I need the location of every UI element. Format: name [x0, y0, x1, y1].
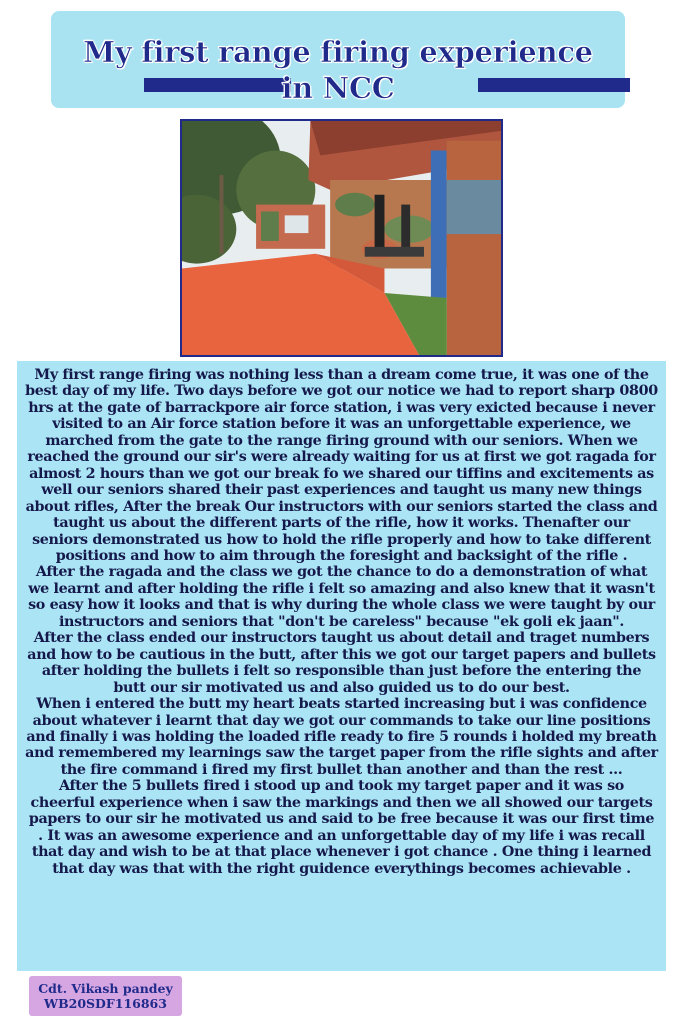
article-paragraph: After the 5 bullets fired i stood up and took my target paper and it was so cheerful experience when i saw the markings and then we all showed our targets papers to our sir he motivated us and said to be free because it was our first time . It was an awesome experience and an unforgettable day of my life i was recall that day and wish to be at that place whenever i got chance . One thing i learned that day was that with the right guidence everythings becomes achievable .: [28, 778, 655, 877]
range-firing-photo: [180, 119, 503, 357]
article-paragraph: My first range firing was nothing less than a dream come true, it was one of the best day of my life. Two days before we got our notice we had to report sharp 0800 hrs at the gate of barrackpore air force station, i was very exicted because i never visited to an Air force station before it was an unforgettable experience, we marched from the gate to the range firing ground with our seniors. When we reached the ground our sir's were already waiting for us at first we got ragada for almost 2 hours than we got our break fo we shared our tiffins and excitements as well our seniors shared their past experiences and taught us many new things about rifles, After the break Our instructors with our seniors started the class and taught us about the different parts of the rifle, how it works. Thenafter our seniors demonstrated us how to hold the rifle properly and how to take different positions and how to aim through the foresight and backsight of the rifle .: [25, 367, 658, 564]
article-box: [17, 361, 666, 971]
article-paragraph: When i entered the butt my heart beats started increasing but i was confidence about whatever i learnt that day we got our commands to take our line positions and finally i was holding the loaded rifle ready to fire 5 rounds i holded my breath and remembered my learnings saw the target paper from the rifle sights and after the fire command i fired my first bullet than another and than the rest ...: [25, 696, 658, 778]
title-banner: [51, 11, 625, 108]
page-title-line2: in NCC: [281, 71, 395, 105]
page-title-line1: My first range firing experience: [83, 35, 593, 69]
author-name: Cdt. Vikash pandey: [38, 981, 173, 996]
author-id: WB20SDF116863: [44, 996, 167, 1011]
article-text: [25, 367, 658, 877]
article-paragraph: After the ragada and the class we got the chance to do a demonstration of what we learnt and after holding the rifle i felt so amazing and also knew that it wasn't so easy how it looks and that is why during the whole class we were taught by our instructors and seniors that "don't be careless" because "ek goli ek jaan".: [28, 564, 655, 630]
article-paragraph: After the class ended our instructors taught us about detail and traget numbers and how to be cautious in the butt, after this we got our target papers and bullets after holding the bullets i felt so responsible than just before the entering the butt our sir motivated us and also guided us to do our best.: [27, 630, 656, 696]
author-signature: [29, 976, 182, 1016]
photo-illustration: [182, 121, 501, 355]
